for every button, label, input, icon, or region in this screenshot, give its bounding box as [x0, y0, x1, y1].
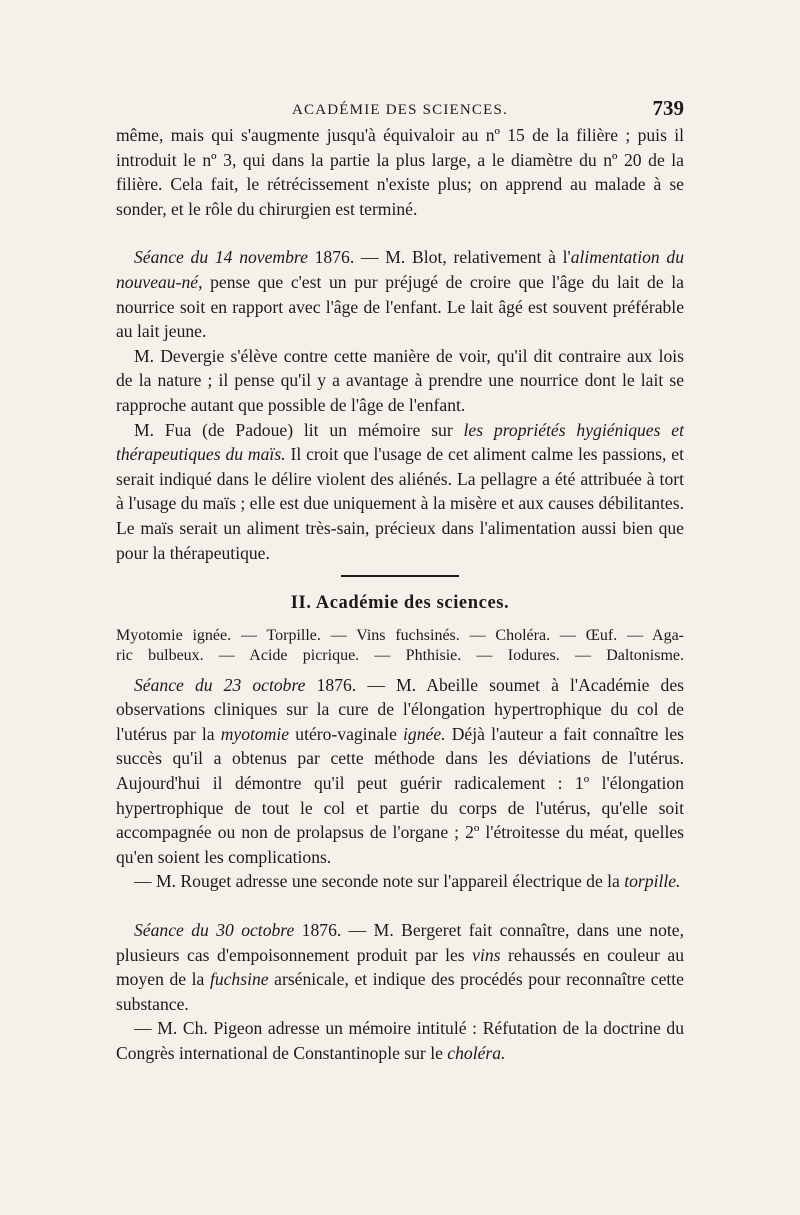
- paragraph-seance-30-octobre: [116, 918, 684, 1016]
- fuchsine-term: fuchsine: [209, 969, 269, 990]
- seance-text: 1876. — M. Bergeret fait connaître, dans une note, plusieurs cas d'empoisonnement produit par les: [116, 920, 684, 965]
- seance-date: Séance du 23 octobre: [134, 674, 306, 695]
- cholera-term: choléra.: [447, 1043, 506, 1063]
- seance-topic: alimentation du nouveau-né,: [116, 247, 684, 292]
- pigeon-text: — M. Ch. Pigeon adresse un mémoire intitulé : Réfutation de la doctrine du Congrès international de Constantinople sur le: [116, 1018, 684, 1063]
- page-number: 739: [652, 96, 684, 120]
- myotomie-term: myotomie: [220, 723, 290, 744]
- seance-text-2: utéro-vaginale: [289, 723, 404, 744]
- seance-text: 1876. — M. Blot, relativement à l': [307, 247, 571, 268]
- paragraph-pigeon: [116, 1016, 684, 1065]
- torpille-term: torpille.: [624, 871, 681, 892]
- vins-term: vins: [472, 944, 501, 965]
- seance-rest: Déjà l'auteur a fait connaître les succès qu'il a obtenus par cette méthode dans les déviations de l'utérus. Aujourd'hui il démontre qu'il peut guérir radicalement : 1º l'élongation hypertrophique de tout le col et partie du corps de l'utérus, qu'elle soit accompagnée ou non de prolapsus de l'organe ; 2º l'étroitesse du méat, quelles qu'en soient les complications.: [116, 723, 684, 867]
- paragraph-rouget: [116, 869, 684, 894]
- fua-memoir-title: les propriétés hygiéniques et thérapeutiques du maïs.: [116, 419, 684, 465]
- paragraph-seance-23-octobre: [116, 673, 684, 870]
- seance-rest: pense que c'est un pur préjugé de croire que l'âge du lait de la nourrice soit en rapport avec l'âge de l'enfant. Le lait âgé est souvent préférable au lait jeune.: [116, 271, 684, 342]
- paragraph-devergie: M. Devergie s'élève contre cette manière de voir, qu'il dit contraire aux lois de la nature ; il pense qu'il y a avantage à prendre une nourrice dont le lait se rapproche autant que possible de l'âge de l'enfant.: [116, 345, 684, 415]
- seance-rest: arsénicale, et indique des procédés pour reconnaître cette substance.: [116, 969, 684, 1014]
- running-head: [116, 96, 684, 124]
- paragraph-seance-14-novembre: [116, 245, 684, 343]
- topics-line-1: Myotomie ignée. — Torpille. — Vins fuchsinés. — Choléra. — Œuf. — Aga-: [116, 626, 684, 644]
- paragraph-gap: [116, 894, 684, 918]
- section-divider: [341, 575, 459, 577]
- section-heading: II. Académie des sciences.: [290, 593, 510, 614]
- section-topics: [116, 626, 684, 667]
- seance-date: Séance du 14 novembre: [134, 247, 308, 268]
- paragraph-continuation: même, mais qui s'augmente jusqu'à équivaloir au nº 15 de la filière ; puis il introduit le nº 3, qui dans la partie la plus large, a le diamètre du nº 20 de la filière. Cela fait, le rétrécissement n'existe plus; on apprend au malade à se sonder, et le rôle du chirurgien est terminé.: [116, 125, 684, 219]
- fua-rest: Il croit que l'usage de cet aliment calme les passions, et serait indiqué dans le délire violent des aliénés. La pellagre a été attribuée à tort à l'usage du maïs ; elle est due uniquement à la misère et aux causes débilitantes. Le maïs serait un aliment très-sain, précieux dans l'alimentation aussi bien que pour la thérapeutique.: [116, 444, 684, 563]
- fua-text: M. Fua (de Padoue) lit un mémoire sur: [134, 419, 464, 440]
- topics-line-2: ric bulbeux. — Acide picrique. — Phthisie. — Iodures. — Daltonisme.: [116, 647, 684, 665]
- seance-text: 1876. — M. Abeille soumet à l'Académie des observations cliniques sur la cure de l'élongation hypertrophique du col de l'utérus par la: [116, 674, 684, 744]
- rouget-text: — M. Rouget adresse une seconde note sur l'appareil électrique de la: [134, 871, 625, 892]
- paragraph-fua: [116, 418, 684, 566]
- paragraph-gap: [116, 221, 684, 245]
- seance-date: Séance du 30 octobre: [134, 920, 295, 941]
- running-title: ACADÉMIE DES SCIENCES.: [292, 102, 508, 118]
- ignee-term: ignée.: [403, 723, 446, 744]
- body-text: [116, 123, 684, 1066]
- seance-text-2: rehaussés en couleur au moyen de la: [116, 944, 684, 990]
